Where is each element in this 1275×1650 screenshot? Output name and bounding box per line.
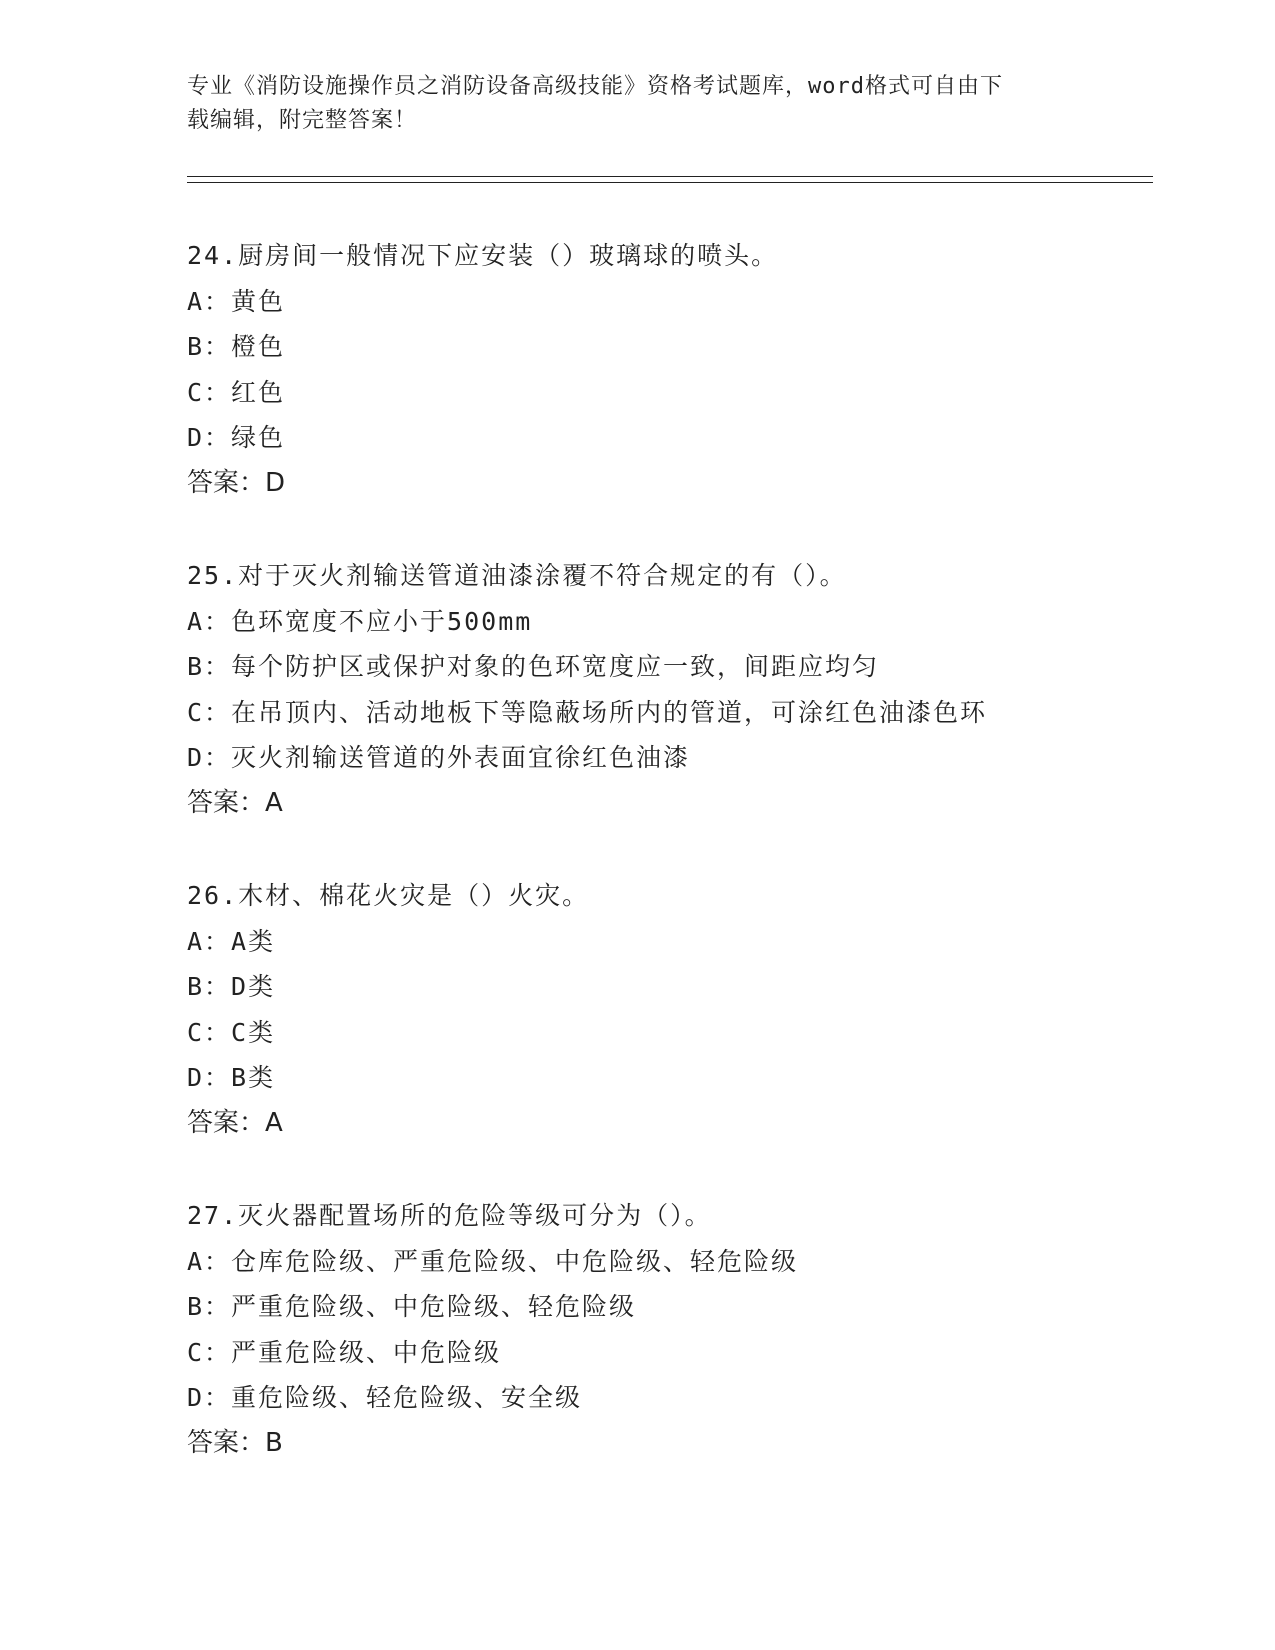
option-c: C：在吊顶内、活动地板下等隐蔽场所内的管道，可涂红色油漆色环 xyxy=(187,697,988,727)
answer: 答案：D xyxy=(187,467,286,498)
answer: 答案：A xyxy=(187,1107,283,1138)
option-b: B：D类 xyxy=(187,972,276,1001)
option-b: B：每个防护区或保护对象的色环宽度应一致，间距应均匀 xyxy=(187,652,880,681)
option-c: C：C类 xyxy=(187,1017,276,1047)
header-divider-top xyxy=(187,176,1153,177)
option-c: C：严重危险级、中危险级 xyxy=(187,1337,502,1367)
option-a: A：色环宽度不应小于500mm xyxy=(187,606,533,636)
question-stem: 26.木材、棉花火灾是（）火灾。 xyxy=(187,881,590,910)
header-divider-bottom xyxy=(187,182,1153,183)
question-stem: 25.对于灭火剂输送管道油漆涂覆不符合规定的有（）。 xyxy=(187,561,847,590)
option-d: D：绿色 xyxy=(187,423,286,452)
option-a: A：仓库危险级、严重危险级、中危险级、轻危险级 xyxy=(187,1246,799,1276)
option-c: C：红色 xyxy=(187,377,286,407)
option-a: A：黄色 xyxy=(187,286,286,316)
header-line-2: 载编辑，附完整答案！ xyxy=(187,108,418,133)
question-stem: 24.厨房间一般情况下应安装（）玻璃球的喷头。 xyxy=(187,241,779,270)
question-25 xyxy=(187,553,1147,826)
option-b: B：橙色 xyxy=(187,332,286,361)
option-b: B：严重危险级、中危险级、轻危险级 xyxy=(187,1292,637,1321)
option-d: D：B类 xyxy=(187,1063,276,1092)
option-d: D：灭火剂输送管道的外表面宜徐红色油漆 xyxy=(187,743,691,772)
question-24 xyxy=(187,233,1147,506)
option-d: D：重危险级、轻危险级、安全级 xyxy=(187,1383,583,1412)
answer: 答案：B xyxy=(187,1427,283,1458)
question-26 xyxy=(187,873,1147,1146)
option-a: A：A类 xyxy=(187,926,276,956)
document-header xyxy=(187,70,1087,138)
question-stem: 27.灭火器配置场所的危险等级可分为（）。 xyxy=(187,1201,712,1230)
header-line-1: 专业《消防设施操作员之消防设备高级技能》资格考试题库，word格式可自由下 xyxy=(187,74,1003,99)
question-27 xyxy=(187,1193,1147,1466)
answer: 答案：A xyxy=(187,787,283,818)
